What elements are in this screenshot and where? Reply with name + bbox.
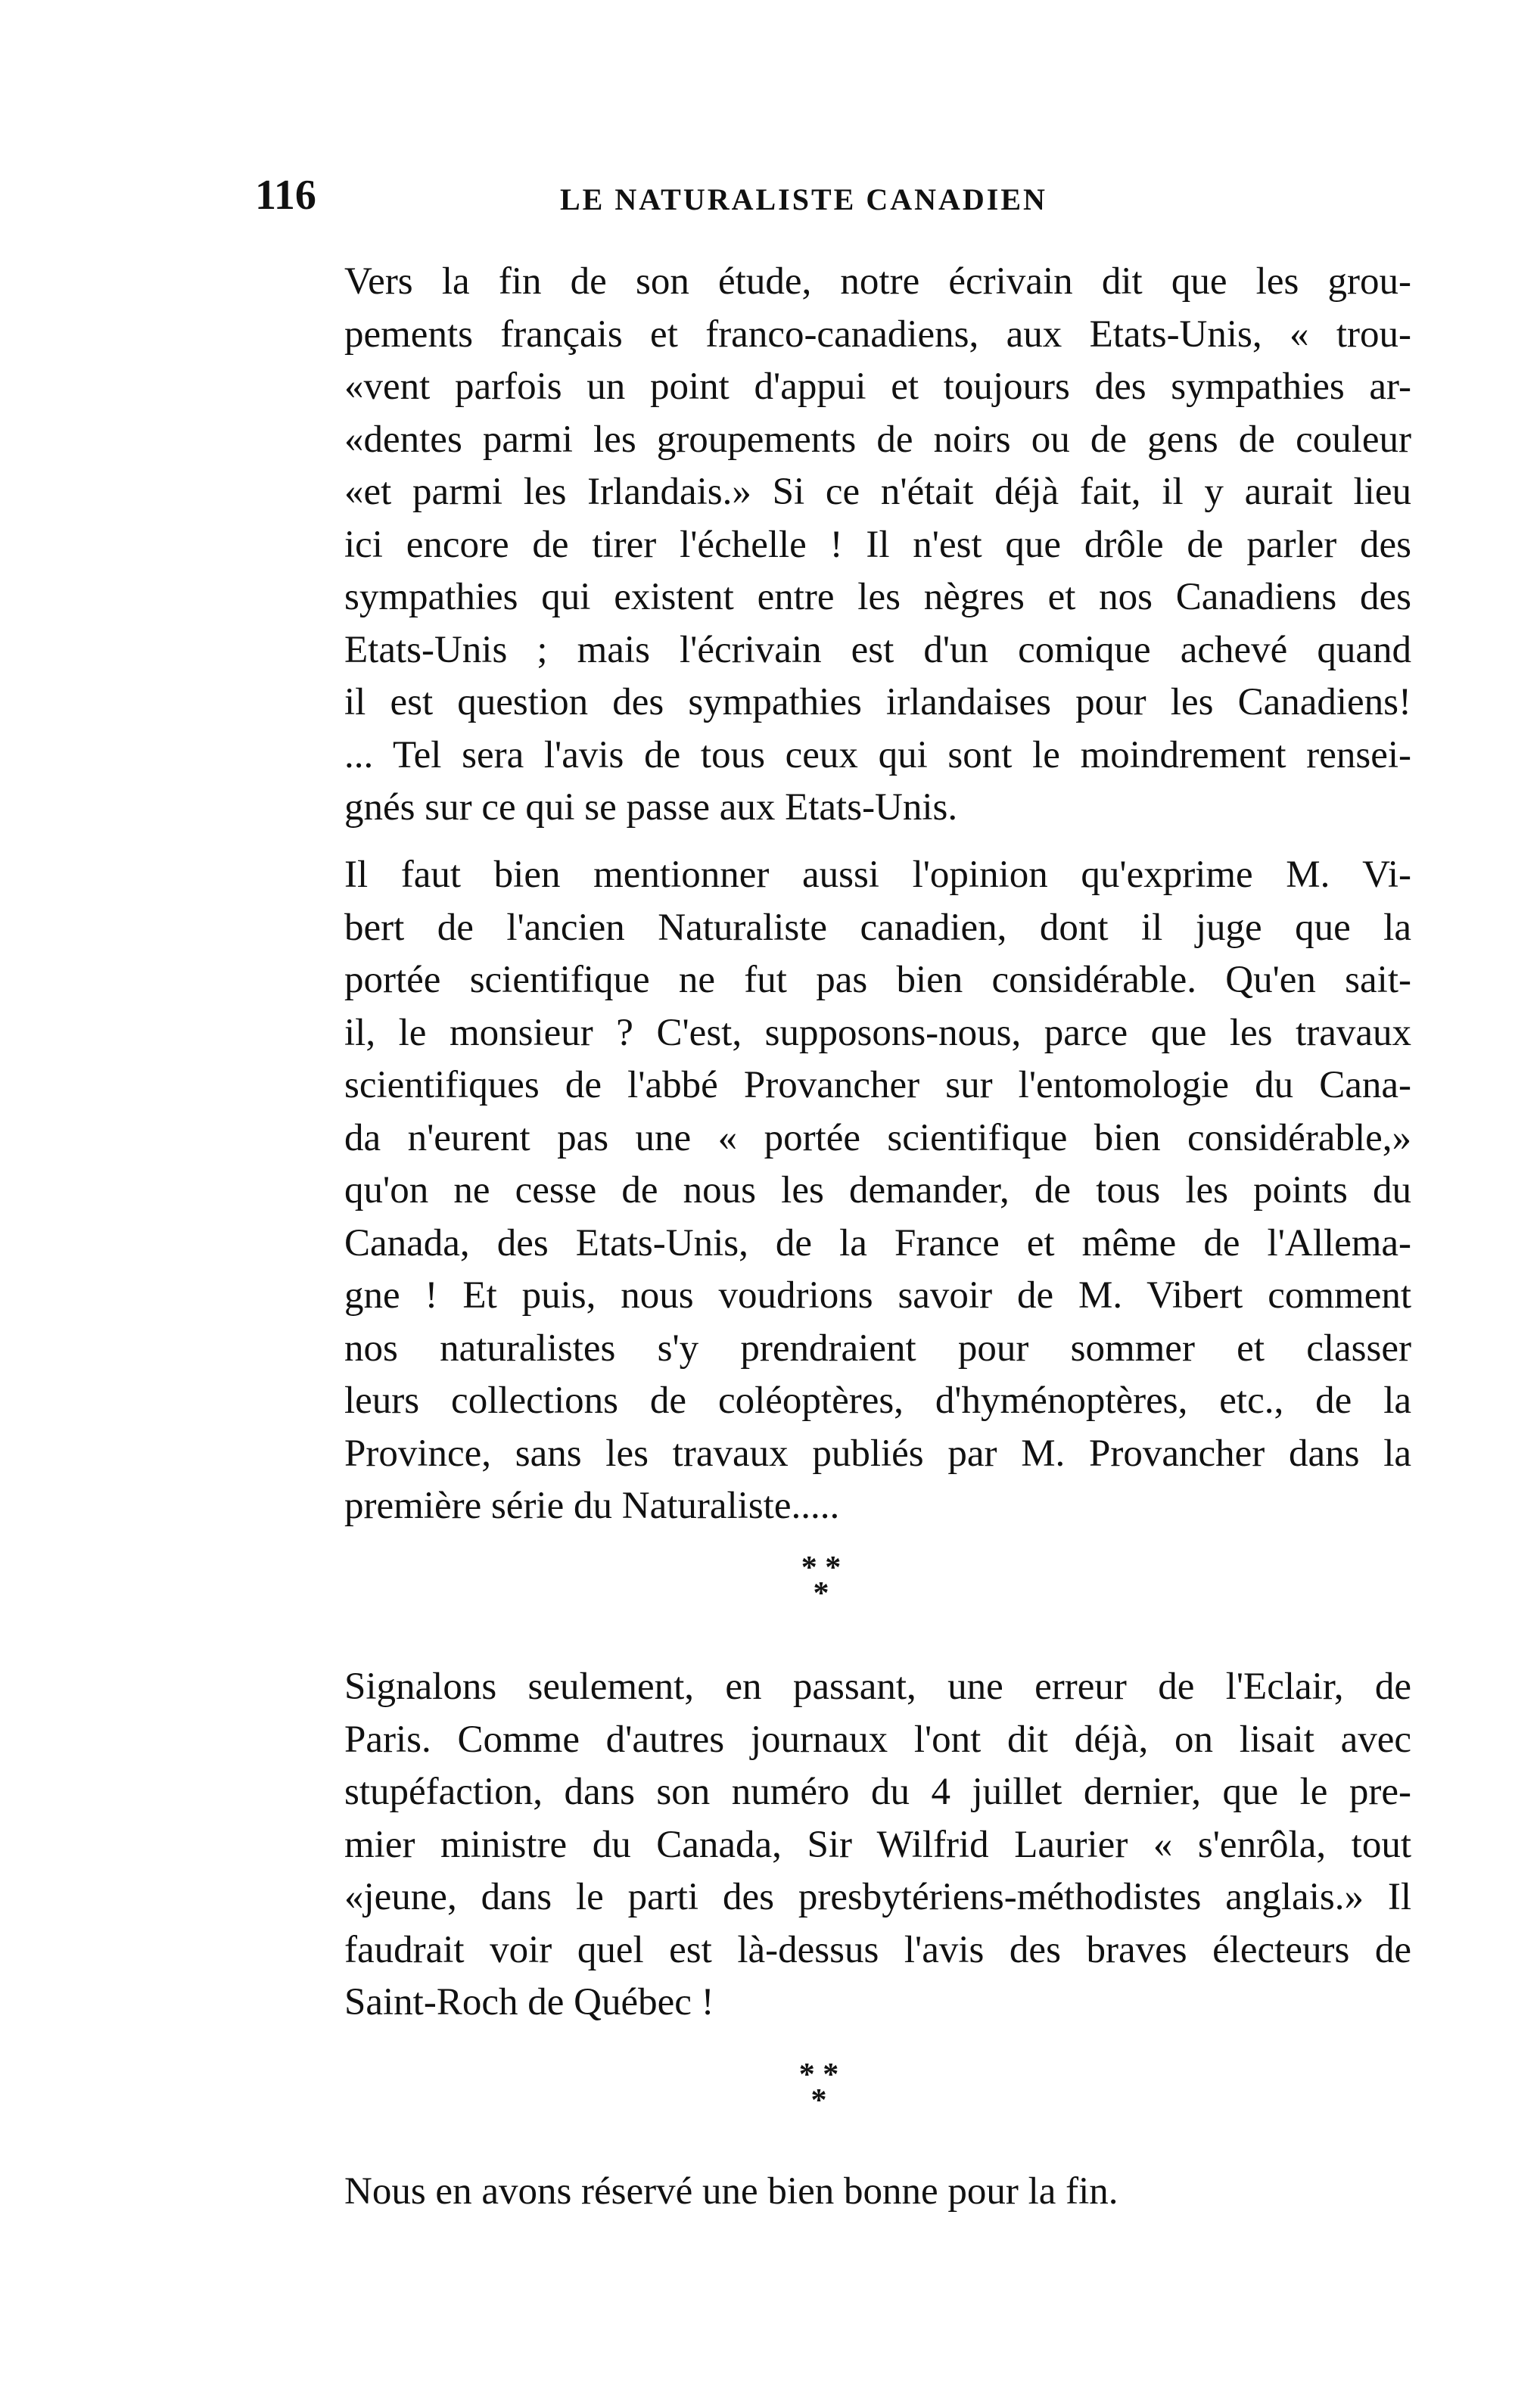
text-line: ici encore de tirer l'échelle ! Il n'est que drôle de parler des [344, 523, 1411, 566]
text-line: nos naturalistes s'y prendraient pour sommer et classer [344, 1327, 1411, 1370]
text-line: Nous en avons réservé une bien bonne pour la fin. [344, 2170, 1118, 2213]
paragraph-3 [255, 1661, 1411, 2030]
page-number: 116 [255, 172, 316, 219]
text-line: pements français et franco-canadiens, aux Etats-Unis, « trou- [344, 313, 1411, 356]
separator-stars-top: * * [798, 2058, 839, 2092]
text-line: «dentes parmi les groupements de noirs ou de gens de couleur [344, 418, 1411, 461]
text-line: «vent parfois un point d'appui et toujours des sympathies ar- [344, 365, 1411, 408]
text-line: Province, sans les travaux publiés par M. Provancher dans la [344, 1432, 1411, 1475]
text-line: Saint-Roch de Québec ! [344, 1981, 714, 2023]
text-line: ... Tel sera l'avis de tous ceux qui sont le moindrement rensei- [344, 733, 1411, 776]
paragraph-1 [255, 256, 1411, 835]
separator-stars-top: * * [801, 1551, 842, 1585]
text-line: portée scientifique ne fut pas bien considérable. Qu'en sait- [344, 959, 1411, 1001]
text-line: stupéfaction, dans son numéro du 4 juillet dernier, que le pre- [344, 1771, 1411, 1813]
text-line: gnés sur ce qui se passe aux Etats-Unis. [344, 786, 958, 829]
text-line: da n'eurent pas une « portée scientifique bien considérable,» [344, 1116, 1411, 1159]
text-line: bert de l'ancien Naturaliste canadien, dont il juge que la [344, 906, 1411, 949]
section-separator [776, 1551, 866, 1611]
text-line: leurs collections de coléoptères, d'hyménoptères, etc., de la [344, 1379, 1411, 1422]
text-line: qu'on ne cesse de nous les demander, de tous les points du [344, 1169, 1411, 1211]
text-line: mier ministre du Canada, Sir Wilfrid Laurier « s'enrôla, tout [344, 1823, 1411, 1866]
text-line: Signalons seulement, en passant, une erreur de l'Eclair, de [344, 1666, 1411, 1708]
text-line: première série du Naturaliste..... [344, 1485, 840, 1527]
text-line: Vers la fin de son étude, notre écrivain dit que les grou- [344, 260, 1411, 303]
running-title: LE NATURALISTE CANADIEN [560, 182, 1047, 216]
text-line: il est question des sympathies irlandaises pour les Canadiens! [344, 681, 1411, 723]
text-line: scientifiques de l'abbé Provancher sur l'entomologie du Cana- [344, 1064, 1411, 1106]
text-line: gne ! Et puis, nous voudrions savoir de M. Vibert comment [344, 1274, 1411, 1317]
paragraph-4 [255, 2166, 1411, 2219]
text-line: Canada, des Etats-Unis, de la France et même de l'Allema- [344, 1221, 1411, 1264]
text-line: il, le monsieur ? C'est, supposons-nous, parce que les travaux [344, 1011, 1411, 1054]
text-line: Etats-Unis ; mais l'écrivain est d'un comique achevé quand [344, 628, 1411, 671]
paragraph-2 [255, 849, 1411, 1533]
text-line: Il faut bien mentionner aussi l'opinion qu'exprime M. Vi- [344, 854, 1411, 896]
section-separator [773, 2058, 864, 2118]
separator-star-bottom: * [810, 2083, 827, 2118]
text-line: sympathies qui existent entre les nègres et nos Canadiens des [344, 576, 1411, 618]
text-line: «jeune, dans le parti des presbytériens-méthodistes anglais.» Il [344, 1876, 1411, 1918]
text-line: «et parmi les Irlandais.» Si ce n'était déjà fait, il y aurait lieu [344, 471, 1411, 513]
text-line: faudrait voir quel est là-dessus l'avis des braves électeurs de [344, 1928, 1411, 1971]
text-line: Paris. Comme d'autres journaux l'ont dit déjà, on lisait avec [344, 1718, 1411, 1761]
separator-star-bottom: * [813, 1576, 829, 1611]
